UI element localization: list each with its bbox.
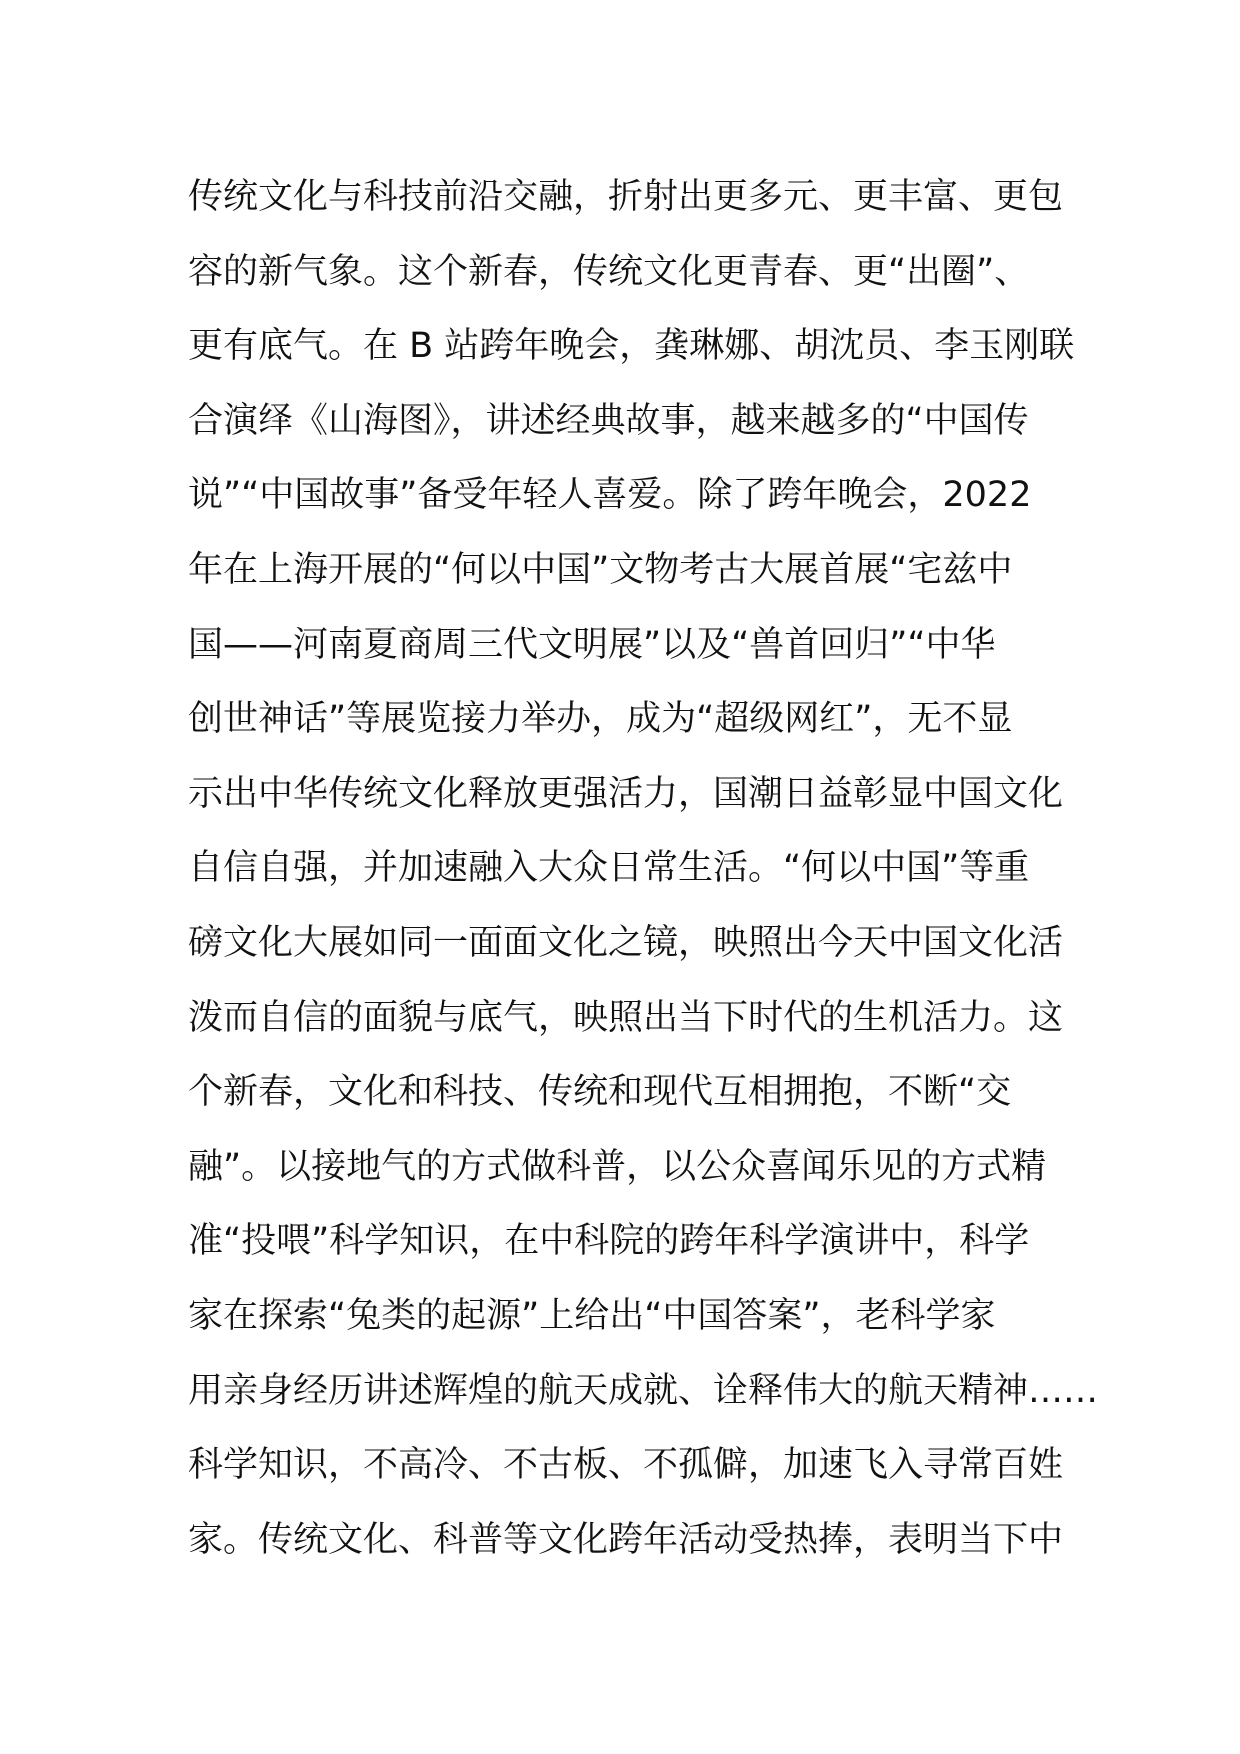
text-line-6: 年在上海开展的“何以中国”文物考古大展首展“宅兹中 bbox=[188, 549, 1013, 590]
text-line-8: 创世神话”等展览接力举办，成为“超级网红”，无不显 bbox=[188, 699, 1013, 740]
text-line-15: 准“投喂”科学知识，在中科院的跨年科学演讲中，科学 bbox=[188, 1221, 1030, 1262]
text-line-11: 磅文化大展如同一面面文化之镜，映照出今天中国文化活 bbox=[188, 922, 1064, 963]
text-line-10: 自信自强，并加速融入大众日常生活。“何以中国”等重 bbox=[188, 848, 1030, 889]
body-paragraph bbox=[188, 160, 1099, 1577]
text-line-4: 合演绎《山海图》，讲述经典故事，越来越多的“中国传 bbox=[188, 400, 1029, 441]
text-line-19: 家。传统文化、科普等文化跨年活动受热捧，表明当下中 bbox=[188, 1519, 1064, 1560]
text-line-2: 容的新气象。这个新春，传统文化更青春、更“出圈”、 bbox=[188, 251, 1030, 292]
text-line-18: 科学知识，不高冷、不古板、不孤僻，加速飞入寻常百姓 bbox=[188, 1445, 1064, 1486]
text-line-16: 家在探索“兔类的起源”上给出“中国答案”，老科学家 bbox=[188, 1295, 996, 1336]
text-line-5: 说”“中国故事”备受年轻人喜爱。除了跨年晚会，2022 bbox=[188, 475, 1032, 516]
text-line-3: 更有底气。在 B 站跨年晚会，龚琳娜、胡沈员、李玉刚联 bbox=[188, 326, 1075, 367]
text-line-14: 融”。以接地气的方式做科普，以公众喜闻乐见的方式精 bbox=[188, 1146, 1047, 1187]
text-line-9: 示出中华传统文化释放更强活力，国潮日益彰显中国文化 bbox=[188, 773, 1064, 814]
text-line-13: 个新春，文化和科技、传统和现代互相拥抱，不断“交 bbox=[188, 1072, 1012, 1113]
text-line-12: 泼而自信的面貌与底气，映照出当下时代的生机活力。这 bbox=[188, 997, 1064, 1038]
text-line-1: 传统文化与科技前沿交融，折射出更多元、更丰富、更包 bbox=[188, 177, 1064, 217]
text-line-17: 用亲身经历讲述辉煌的航天成就、诠释伟大的航天精神…… bbox=[188, 1370, 1099, 1411]
text-line-7: 国——河南夏商周三代文明展”以及“兽首回归”“中华 bbox=[188, 624, 996, 665]
